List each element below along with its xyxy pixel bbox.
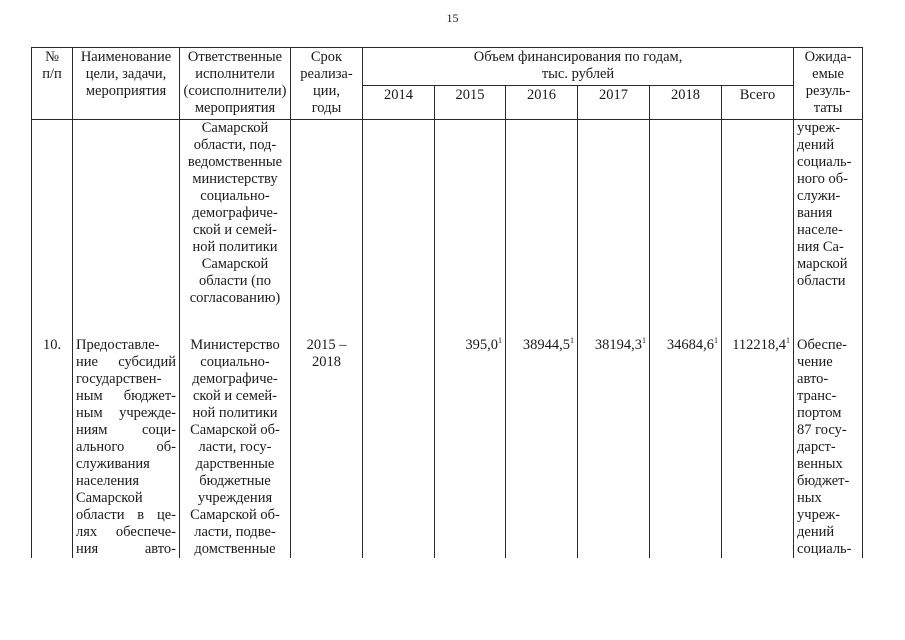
header-results: Ожида- емые резуль- таты bbox=[794, 48, 863, 120]
header-responsible: Ответственные исполнители (соисполнители) мероприятия bbox=[180, 48, 291, 120]
table-spacer-row bbox=[32, 307, 863, 337]
table-row-continuation bbox=[32, 120, 863, 308]
header-name: Наименование цели, задачи, мероприятия bbox=[73, 48, 180, 120]
row-10-term: 2015 – 2018 bbox=[291, 337, 363, 558]
row-10-value-2016: 38944,5$^1$ bbox=[506, 337, 578, 558]
header-year-2017: 2017 bbox=[578, 86, 650, 120]
header-year-2016: 2016 bbox=[506, 86, 578, 120]
row-10-num: 10. bbox=[32, 337, 73, 558]
header-year-total: Всего bbox=[722, 86, 794, 120]
continuation-responsible: Самарской области, под- ведомственные министерству социально- демографиче- ской и семей- ной политики Самарской области (по согласованию) bbox=[180, 120, 291, 308]
header-funding: Объем финансирования по годам, тыс. рублей bbox=[363, 48, 794, 86]
row-10-value-2015: 395,0$^1$ bbox=[435, 337, 506, 558]
row-10-value-total: 112218,4$^1$ bbox=[722, 337, 794, 558]
row-10-results: Обеспе- чение авто- транс- портом 87 госу- дарст- венных бюджет- ных учреж- дений социаль- bbox=[794, 337, 863, 558]
table-header-row bbox=[32, 48, 863, 86]
row-10-value-2018: 34684,6$^1$ bbox=[650, 337, 722, 558]
row-10-name: Предоставле- ние субсидий государствен- ным бюджет- ным учрежде- ниям соци- ального об- служивания населения Самарской области в це- лях обеспече- ния авто- bbox=[73, 337, 180, 558]
funding-table bbox=[31, 47, 863, 558]
page-number: 15 bbox=[446, 11, 459, 25]
header-num: № п/п bbox=[32, 48, 73, 120]
header-term: Срок реализа- ции, годы bbox=[291, 48, 363, 120]
header-year-2014: 2014 bbox=[363, 86, 435, 120]
header-year-2015: 2015 bbox=[435, 86, 506, 120]
continuation-results: учреж- дений социаль- ного об- служи- вания населе- ния Са- марской области bbox=[794, 120, 863, 308]
row-10-responsible: Министерство социально- демографиче- ской и семей- ной политики Самарской об- ласти, госу- дарственные бюджетные учреждения Самарской об- ласти, подве- домственные bbox=[180, 337, 291, 558]
header-year-2018: 2018 bbox=[650, 86, 722, 120]
row-10-value-2014 bbox=[363, 337, 435, 558]
row-10-value-2017: 38194,3$^1$ bbox=[578, 337, 650, 558]
table-row-10 bbox=[32, 337, 863, 558]
